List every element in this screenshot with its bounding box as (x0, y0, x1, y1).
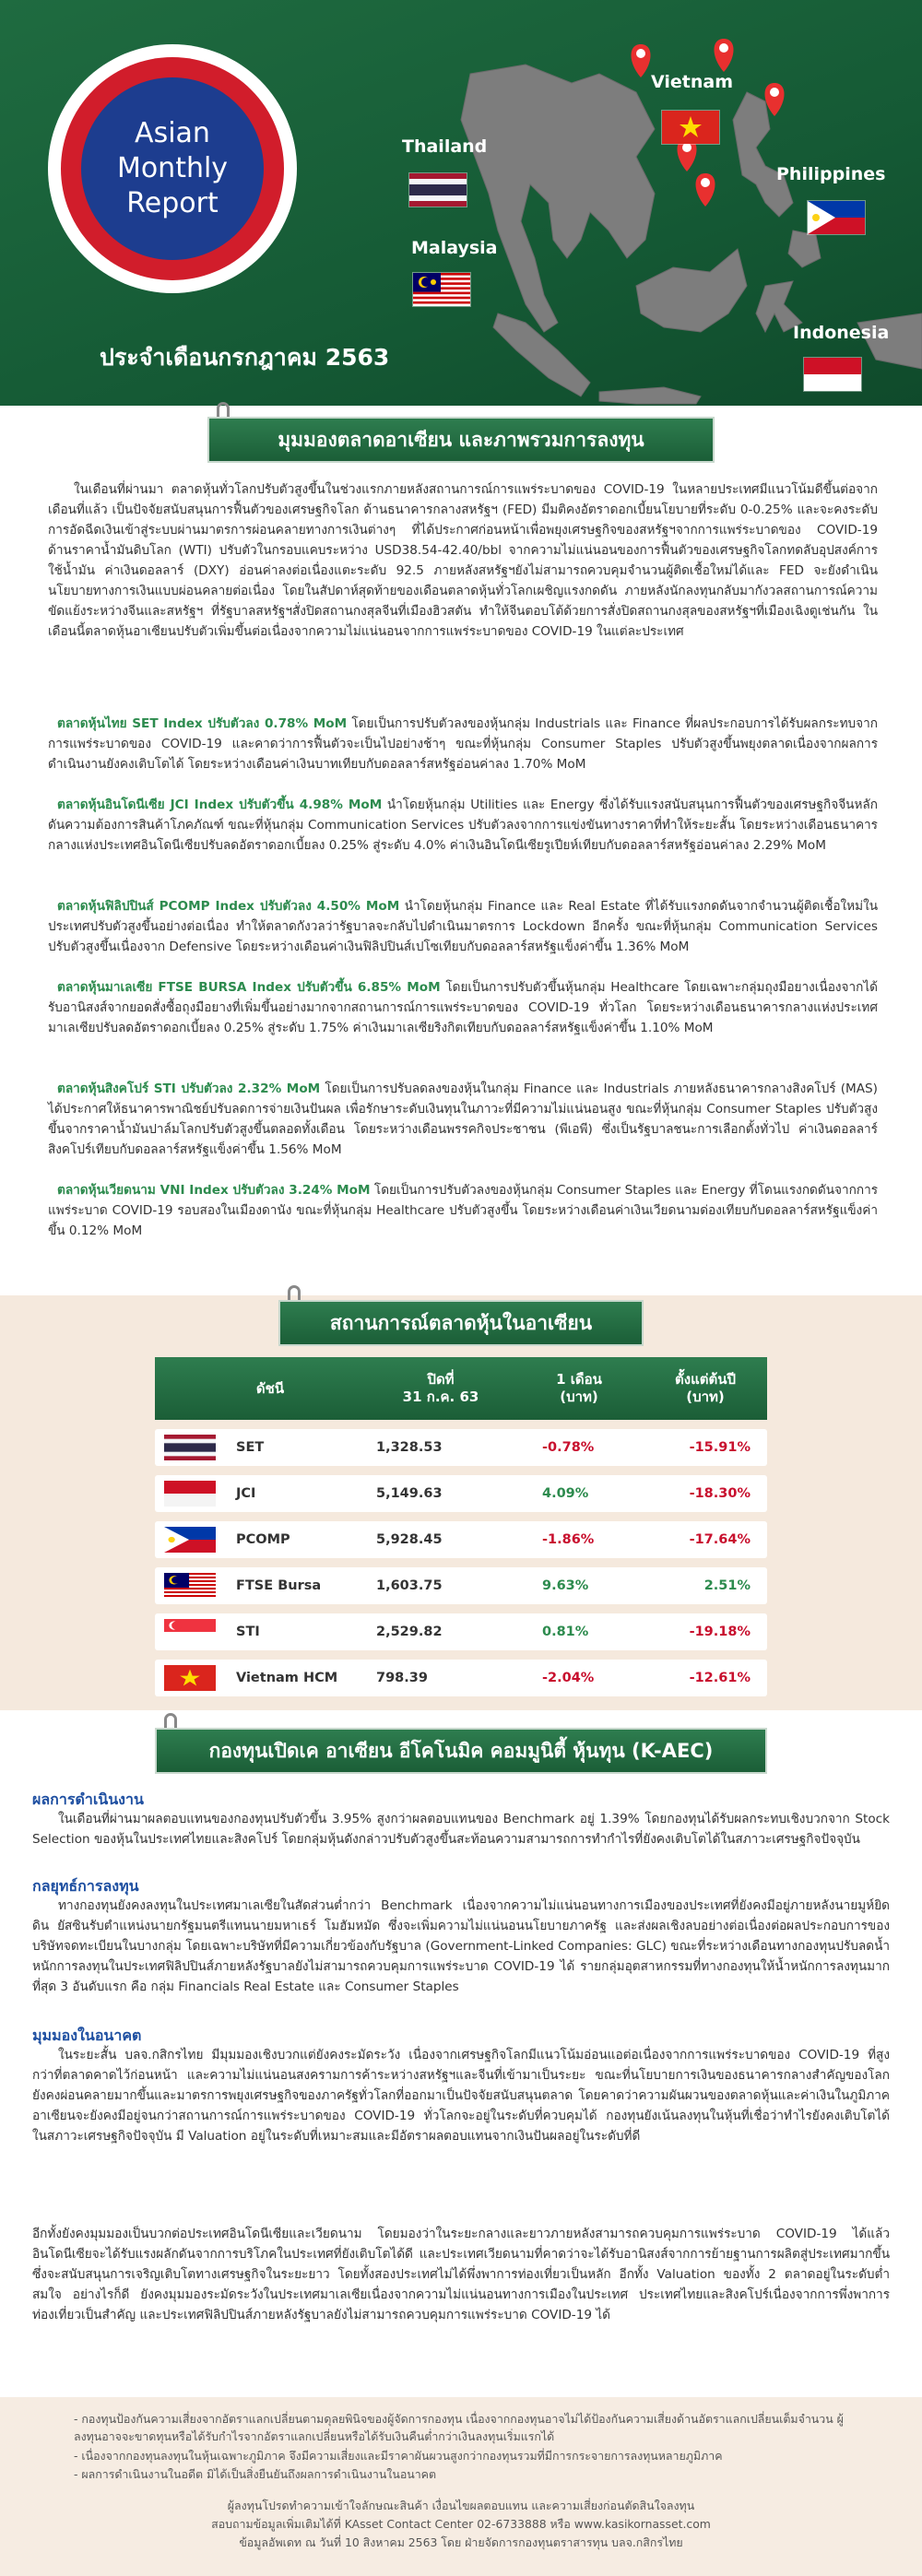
row-month: -0.78% (542, 1440, 595, 1455)
market-item-philippines-text: นำโดยหุ้นกลุ่ม Finance และ Real Estate ที่ได้รับแรงกดดันจากจำนวนผู้ติดเชื้อใหม่ในประเทศปรับตัวสูงขึ้นอย่างต่อเนื่อง ทำให้ตลาดกังวลว่ารัฐบาลจะกลับไปดำเนินมาตรการ Lockdown อีกครั้ง ขณะที่หุ้นกลุ่ม Communication Services ปรับตัวสูงขึ้นเนื่องจาก Defensive โดยระหว่างเดือนค่าเงินฟิลิปปินส์เปโซเทียบกับดอลลาร์สหรัฐแข็งค่าขึ้น 1.36% MoM (48, 899, 878, 954)
header-index: ดัชนี (255, 1379, 285, 1397)
malaysia-flag (413, 273, 470, 306)
credit-line-2: สอบถามข้อมูลเพิ่มเติมได้ที่ KAsset Contact Center 02-6733888 หรือ www.kasikornasset.com (211, 2517, 711, 2531)
row-month: 9.63% (542, 1578, 589, 1593)
market-item-vietnam-highlight: ตลาดหุ้นเวียดนาม VNI Index ปรับตัวลง 3.24% MoM (57, 1183, 371, 1198)
row-close: 798.39 (376, 1671, 428, 1685)
logo-line-2: Monthly (116, 152, 229, 184)
outlook-paragraph-2 (32, 2224, 890, 2325)
report-header (0, 0, 922, 406)
logo-line-1: Asian (135, 117, 210, 149)
outlook-paragraph-1 (32, 2045, 890, 2146)
row-name: STI (236, 1625, 260, 1639)
row-ytd: 2.51% (703, 1578, 751, 1593)
strategy-title: กลยุทธ์การลงทุน (32, 1877, 139, 1895)
table-row (155, 1613, 767, 1650)
indonesia-flag (164, 1481, 216, 1507)
market-item-thailand-highlight: ตลาดหุ้นไทย SET Index ปรับตัวลง 0.78% MoM (57, 716, 348, 731)
market-item-singapore-text: โดยเป็นการปรับลดลงของหุ้นในกลุ่ม Finance และ Industrials ภายหลังธนาคารกลางสิงคโปร์ (MAS) ได้ประกาศให้ธนาคารพาณิชย์ปรับลดการจ่ายเงินปันผล เพื่อรักษาระดับเงินทุนในภาวะที่มีความไม่แน่นอนสูง ขณะที่หุ้นกลุ่ม Consumer Staples ปรับตัวสูงขึ้นจากราคาน้ำมันปาล์มโลกปรับตัวสูงขึ้นตลอดทั้งเดือน โดยระหว่างเดือนพรรคกิจประชาชน (พีเอพี) ซึ่งเป็นรัฐบาลชนะการเลือกตั้งทั่วไป ค่าเงินดอลลาร์สิงคโปร์เทียบกับดอลลาร์สหรัฐแข็งค่าขึ้น 1.56% MoM (48, 1081, 878, 1157)
country-label-indonesia: Indonesia (793, 323, 890, 343)
philippines-flag (164, 1527, 216, 1553)
row-name: FTSE Bursa (236, 1578, 322, 1593)
disclaimer-note-3: - ผลการดำเนินงานในอดีต มิได้เป็นสิ่งยืนยันถึงผลการดำเนินงานในอนาคต (74, 2467, 437, 2481)
section-title-market: สถานการณ์ตลาดหุ้นในอาเซียน (278, 1300, 644, 1346)
market-table-header (155, 1357, 767, 1420)
market-item-indonesia-highlight: ตลาดหุ้นอินโดนีเซีย JCI Index ปรับตัวขึ้น 4.98% MoM (57, 798, 383, 812)
market-item-singapore-highlight: ตลาดหุ้นสิงคโปร์ STI ปรับตัวลง 2.32% MoM (57, 1081, 321, 1096)
row-ytd: -15.91% (689, 1440, 751, 1455)
row-close: 1,603.75 (376, 1578, 443, 1593)
row-ytd: -19.18% (689, 1625, 751, 1639)
table-row (155, 1429, 767, 1466)
row-month: 4.09% (542, 1486, 589, 1501)
logo-line-3: Report (126, 187, 219, 219)
market-item-malaysia (48, 977, 878, 1038)
disclaimer-note-2: - เนื่องจากกองทุนลงทุนในหุ้นเฉพาะภูมิภาค จึงมีความเสี่ยงและมีราคาผันผวนสูงกว่ากองทุนรวมที่มีการกระจายการลงทุนหลายภูมิภาค (74, 2449, 723, 2463)
country-label-thailand: Thailand (402, 136, 488, 157)
row-name: Vietnam HCM (236, 1671, 338, 1685)
table-row (155, 1521, 767, 1558)
row-close: 5,149.63 (376, 1486, 443, 1501)
singapore-flag (164, 1619, 216, 1645)
market-item-indonesia (48, 795, 878, 856)
market-item-singapore (48, 1079, 878, 1160)
header-month: 1 เดือน (บาท) (556, 1371, 602, 1405)
report-logo (48, 44, 297, 293)
thailand-flag (164, 1435, 216, 1460)
table-row (155, 1660, 767, 1696)
outlook-text-2: อีกทั้งยังคงมุมมองเป็นบวกต่อประเทศอินโดนีเซียและเวียดนาม โดยมองว่าในระยะกลางและยาวภายหลังสามารถควบคุมการแพร่ระบาด COVID-19 ได้แล้ว อินโดนีเซียจะได้รับแรงผลักดันจากการบริโภคในประเทศที่ยังเติบโตได้ดี และประเทศเวียดนามที่คาดว่าจะได้รับอานิสงส์จากการย้ายฐานการผลิตสู่ประเทศมากขึ้นซึ่งจะสนับสนุนการเจริญเติบโตทางเศรษฐกิจในระยะยาว โดยทั้งสองประเทศไม่ได้พึ่งพาการท่องเที่ยวเป็นหลัก อีกทั้ง Valuation ของทั้ง 2 ตลาดอยู่ในระดับต่ำสมใจ อย่างไรก็ดี ยังคงมุมมองระมัดระวังในประเทศมาเลเซียเนื่องจากความไม่แน่นอนทางการเมืองในประเทศ ประเทศไทยและสิงคโปร์เนื่องจากการพึ่งพาการท่องเที่ยวเป็นสำคัญ และประเทศฟิลิปปินส์ภายหลังรัฐบาลยังไม่สามารถควบคุมการแพร่ระบาด COVID-19 ได้ (32, 2227, 890, 2322)
market-item-malaysia-text: โดยเป็นการปรับตัวขึ้นหุ้นกลุ่ม Healthcare โดยเฉพาะกลุ่มถุงมือยางเนื่องจากได้รับอานิสงส์จากยอดสั่งซื้อถุงมือยางที่เพิ่มขึ้นอย่างมากจากสถานการณ์การแพร่ระบาดของ COVID-19 ทั่วโลก โดยระหว่างเดือนธนาคารกลางแห่งประเทศมาเลเซียปรับลดอัตราดอกเบี้ยลง 0.25% สู่ระดับ 1.75% ค่าเงินมาเลเซียริงกิตเทียบกับดอลลาร์สหรัฐแข็งค่าขึ้น 1.10% MoM (48, 980, 878, 1035)
disclaimer-note-1: - กองทุนป้องกันความเสี่ยงจากอัตราแลกเปลี่ยนตามดุลยพินิจของผู้จัดการกองทุน เนื่องจากกองทุนอาจไม่ได้ป้องกันความเสี่ยงด้านอัตราแลกเปลี่ยนเต็มจำนวน ผู้ลงทุนอาจจะขาดทุนหรือได้รับกำไรจากอัตราแลกเปลี่ยนหรือได้รับเงินคืนต่ำกว่าเงินลงทุนเริ่มแรกได้ (74, 2412, 844, 2443)
header-ytd: ตั้งแต่ต้นปี (บาท) (675, 1371, 736, 1405)
row-ytd: -12.61% (689, 1671, 751, 1685)
performance-paragraph (32, 1809, 890, 1849)
intro-paragraph (48, 479, 878, 642)
market-item-philippines-highlight: ตลาดหุ้นฟิลิปปินส์ PCOMP Index ปรับตัวลง 4.50% MoM (57, 899, 400, 914)
section-title-fund: กองทุนเปิดเค อาเซียน อีโคโนมิค คอมมูนิตี้ หุ้นทุน (K-AEC) (155, 1728, 767, 1774)
credit-line-1: ผู้ลงทุนโปรดทำความเข้าใจลักษณะสินค้า เงื่อนไขผลตอบแทน และความเสี่ยงก่อนตัดสินใจลงทุน (227, 2499, 695, 2512)
thailand-flag (409, 173, 467, 207)
credit-line-3: ข้อมูลอัพเดท ณ วันที่ 10 สิงหาคม 2563 โดย ฝ่ายจัดการกองทุนตราสารทุน บลจ.กสิกรไทย (239, 2535, 683, 2549)
market-item-thailand (48, 714, 878, 774)
row-ytd: -18.30% (689, 1486, 751, 1501)
section-title-outlook: มุมมองตลาดอาเซียน และภาพรวมการลงทุน (207, 417, 715, 463)
row-month: -1.86% (542, 1532, 595, 1547)
disclaimer-footer (0, 2397, 922, 2576)
row-name: JCI (236, 1486, 256, 1501)
row-month: -2.04% (542, 1671, 595, 1685)
row-name: PCOMP (236, 1532, 290, 1547)
table-row (155, 1475, 767, 1512)
row-close: 5,928.45 (376, 1532, 443, 1547)
performance-text: ในเดือนที่ผ่านมาผลตอบแทนของกองทุนปรับตัวขึ้น 3.95% สูงกว่าผลตอบแทนของ Benchmark อยู่ 1.39% โดยกองทุนได้รับผลกระทบเชิงบวกจาก Stock Selection ของหุ้นในประเทศไทยและสิงคโปร์ โดยกลุ่มหุ้นดังกล่าวปรับตัวสูงขึ้นสะท้อนความสามารถการทำกำไรที่ยังคงเติบโตได้ในสภาวะเศรษฐกิจปัจจุบัน (32, 1812, 890, 1847)
report-month: ประจำเดือนกรกฎาคม 2563 (100, 344, 390, 371)
market-item-malaysia-highlight: ตลาดหุ้นมาเลเซีย FTSE BURSA Index ปรับตัวขึ้น 6.85% MoM (57, 980, 441, 995)
vietnam-flag (662, 111, 719, 144)
indonesia-flag (804, 358, 861, 391)
intro-text: ในเดือนที่ผ่านมา ตลาดหุ้นทั่วโลกปรับตัวสูงขึ้นในช่วงแรกภายหลังสถานการณ์การแพร่ระบาดของ COVID-19 ในหลายประเทศมีแนวโน้มดีขึ้นต่อจากเดือนที่แล้ว เป็นปัจจัยสนับสนุนการฟื้นตัวของเศรษฐกิจโลก ด้านธนาคารกลางสหรัฐฯ (FED) มีมติคงอัตราดอกเบี้ยนโยบายที่ระดับ 0-0.25% และจะคงระดับการอัดฉีดเงินเข้าสู่ระบบผ่านมาตรการผ่อนคลายทางการเงินต่างๆ ที่ได้ประกาศก่อนหน้าเพื่อพยุงเศรษฐกิจของสหรัฐฯจากการแพร่ระบาดของ COVID-19 ด้านราคาน้ำมันดิบโลก (WTI) ปรับตัวในกรอบแคบระหว่าง USD38.54-42.40/bbl จากความไม่แน่นอนของการฟื้นตัวของเศรษฐกิจโลกทดลับอุปสงค์การใช้น้ำมัน ค่าเงินดอลลาร์ (DXY) อ่อนค่าลงต่อเนื่องแตะระดับ 92.5 ภายหลังสหรัฐฯยังไม่สามารถควบคุมจำนวนผู้ติดเชื้อใหม่ได้และ FED จะยังดำเนินนโยบายทางการเงินแบบผ่อนคลายต่อเนื่อง โดยในสัปดาห์สุดท้ายของเดือนตลาดหุ้นทั่วโลกเผชิญแรงกดดัน ภายหลังนักลงทุนกลับมากังวลสถานการณ์ความขัดแย้งระหว่างจีนและสหรัฐฯ ที่รัฐบาลสหรัฐฯสั่งปิดสถานกงสุลจีนที่เมืองฮิวสตัน ทำให้จีนตอบโต้ด้วยการสั่งปิดสถานกงสุลของสหรัฐฯที่เมืองเฉิงตูเช่นกัน ในเดือนนี้ตลาดหุ้นอาเซียนปรับตัวเพิ่มขึ้นต่อเนื่องจากความไม่แน่นอนจากการแพร่ระบาดของ COVID-19 ในแต่ละประเทศ (48, 482, 878, 639)
country-label-philippines: Philippines (776, 164, 886, 184)
row-month: 0.81% (542, 1625, 589, 1639)
row-ytd: -17.64% (689, 1532, 751, 1547)
outlook-text-1: ในระยะสั้น บลจ.กสิกรไทย มีมุมมองเชิงบวกแต่ยังคงระมัดระวัง เนื่องจากเศรษฐกิจโลกมีแนวโน้มอ่อนแอต่อเนื่องจากการแพร่ระบาดของ COVID-19 ที่สูงกว่าที่ตลาดคาดไว้ก่อนหน้า และความไม่แน่นอนสงครามการค้าระหว่างสหรัฐฯและจีนที่เข้ามาเป็นระยะ ขณะที่นโยบายการเงินของธนาคารกลางสำคัญของโลกยังคงผ่อนคลายมากขึ้นและมาตรการพยุงเศรษฐกิจของภาครัฐทั่วโลกที่ออกมาเป็นปัจจัยสนับสนุนตลาด โดยคาดว่าความผันผวนของตลาดหุ้นและค่าเงินในภูมิภาคอาเซียนจะยังคงมีอยู่จนกว่าสถานการณ์การแพร่ระบาดของ COVID-19 ทั่วโลกจะอยู่ในระดับที่ควบคุมได้ กองทุนยังเน้นลงทุนในหุ้นที่เชื่อว่าทำไรยังคงเติบโตได้ในสภาวะเศรษฐกิจปัจจุบัน มี Valuation อยู่ในระดับที่เหมาะสมและมีอัตราผลตอบแทนจากเงินปันผลอยู่ในระดับที่ดี (32, 2048, 890, 2144)
country-label-vietnam: Vietnam (651, 72, 733, 92)
market-item-philippines (48, 896, 878, 957)
row-name: SET (236, 1440, 265, 1455)
performance-title: ผลการดำเนินงาน (32, 1790, 144, 1808)
country-label-malaysia: Malaysia (411, 238, 498, 258)
header-close: ปิดที่ 31 ก.ค. 63 (402, 1371, 479, 1405)
market-item-vietnam-text: โดยเป็นการปรับตัวลงของหุ้นกลุ่ม Consumer Staples และ Energy ที่โดนแรงกดดันจากการแพร่ระบาด COVID-19 รอบสองในเมืองดานัง ขณะที่หุ้นกลุ่ม Healthcare ปรับตัวสูงขึ้น โดยระหว่างเดือนค่าเงินเวียดนามด่องเทียบกับดอลลาร์สหรัฐแข็งค่าขึ้น 0.12% MoM (48, 1183, 878, 1238)
table-row (155, 1567, 767, 1604)
philippines-flag (808, 201, 865, 234)
strategy-paragraph (32, 1896, 890, 1997)
market-item-vietnam (48, 1180, 878, 1241)
vietnam-flag (164, 1665, 216, 1691)
malaysia-flag (164, 1573, 216, 1599)
outlook-title: มุมมองในอนาคต (32, 2027, 142, 2044)
strategy-text: ทางกองทุนยังคงลงทุนในประเทศมาเลเซียในสัดส่วนต่ำกว่า Benchmark เนื่องจากความไม่แน่นอนทางการเมืองของประเทศที่ยังคงมีอยู่ภายหลังนายมูห์ยิดดิน ยัสซินรับตำแหน่งนายกรัฐมนตรีแทนนายมหาเธร์ โมฮัมหมัด ซึ่งจะเพิ่มความไม่แน่นอนนโยบายภาครัฐ และส่งผลเชิงลบอย่างต่อเนื่องต่อผลประกอบการของบริษัทจดทะเบียนในบางกลุ่ม โดยเฉพาะบริษัทที่มีความเกี่ยวข้องกับรัฐบาล (Government-Linked Companies: GLC) ขณะที่ระหว่างเดือนทางกองทุนปรับลดน้ำหนักการลงทุนในประเทศฟิลิปปินส์ภายหลังรัฐบาลยังไม่สามารถควบคุมการแพร่ระบาด COVID-19 ได้ รายกลุ่มอุตสาหกรรมที่ทางกองทุนให้น้ำหนักการลงทุนมากที่สุด 3 อันดับแรก คือ กลุ่ม Financials Real Estate และ Consumer Staples (32, 1898, 890, 1994)
row-close: 1,328.53 (376, 1440, 443, 1455)
market-item-thailand-text: โดยเป็นการปรับตัวลงของหุ้นกลุ่ม Industrials และ Finance ที่ผลประกอบการได้รับผลกระทบจากการแพร่ระบาดของ COVID-19 และคาดว่าการฟื้นตัวจะเป็นไปอย่างช้าๆ ขณะที่หุ้นกลุ่ม Consumer Staples ปรับตัวสูงขึ้นพยุงตลาดเนื่องจากผลการดำเนินงานยังคงเติบโตได้ โดยระหว่างเดือนค่าเงินบาทเทียบกับดอลลาร์สหรัฐอ่อนค่าลง 1.70% MoM (48, 716, 878, 772)
market-item-indonesia-text: นำโดยหุ้นกลุ่ม Utilities และ Energy ซึ่งได้รับแรงสนับสนุนการฟื้นตัวของเศรษฐกิจจีนหลักดันความต้องการสินค้าโภคภัณฑ์ ขณะที่หุ้นกลุ่ม Communication Services ปรับตัวลงจากการแข่งขันทางราคาที่ทำให้ระยะสั้น โดยระหว่างเดือนธนาคารกลางแห่งประเทศอินโดนีเซียปรับลดอัตราดอกเบี้ยลง 0.25% สู่ระดับ 4.0% ค่าเงินอินโดนีเซียรูเปียห์เทียบกับดอลลาร์สหรัฐอ่อนค่าลง 2.29% MoM (48, 798, 878, 853)
row-close: 2,529.82 (376, 1625, 443, 1639)
